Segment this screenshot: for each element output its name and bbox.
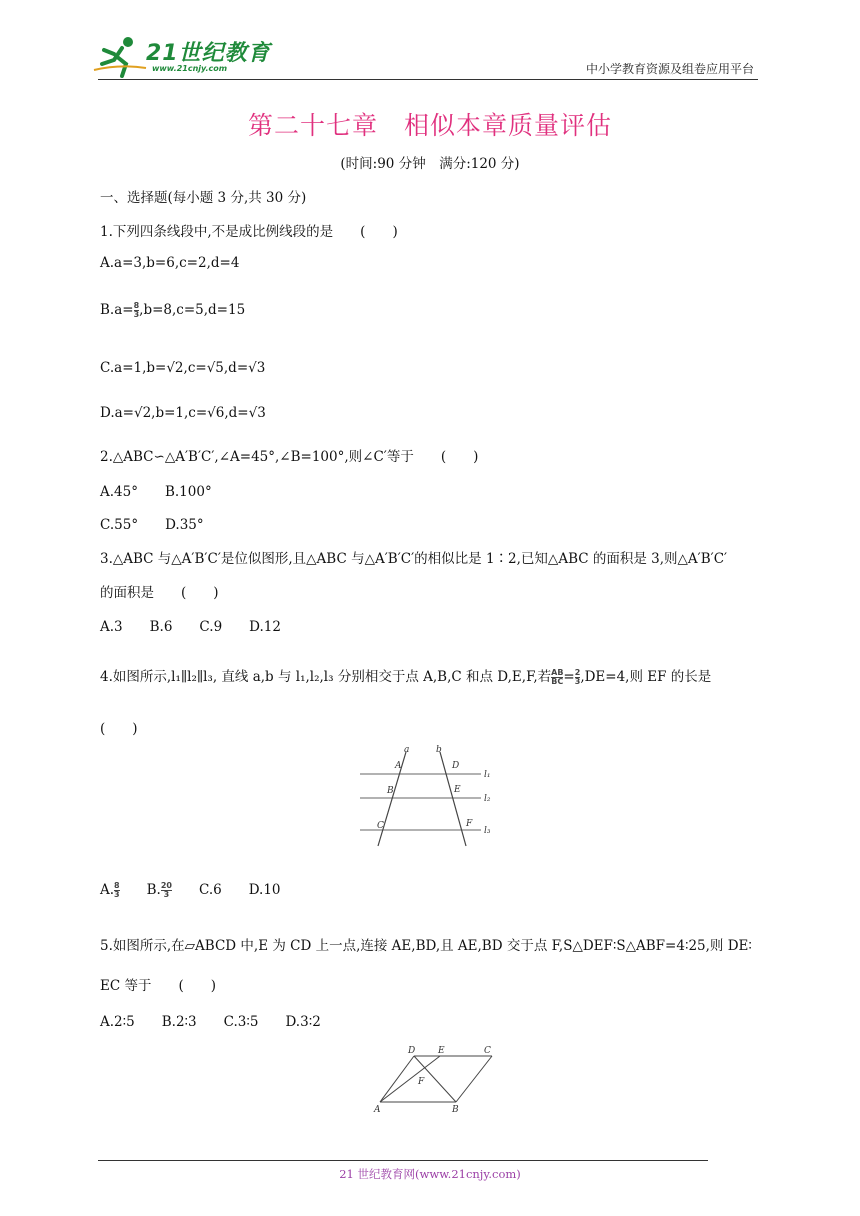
answer-paren: ( ) [181,585,219,601]
header-divider [98,79,758,80]
parallelogram-figure [368,1042,500,1116]
fraction-denominator: 3 [133,310,140,319]
q1-option-a: A.a=3,b=6,c=2,d=4 [100,255,240,271]
question-3-stem-line1: 3.△ABC 与△A′B′C′是位似图形,且△ABC 与△A′B′C′的相似比是 1∶2,已知△ABC 的面积是 3,则△A′B′C′ [100,551,728,567]
fig-label: C [377,821,384,831]
question-5-stem-line2 [100,974,216,994]
fraction-numerator: 2 [574,668,581,677]
logo-url: www.21cnjy.com [152,64,228,73]
fig-label: C [484,1046,491,1056]
q1-option-b [100,302,245,319]
fig-label: l₃ [484,826,491,836]
fig-label: B [387,786,394,796]
answer-paren: ( ) [178,978,217,994]
question-3-text: 的面积是 [100,585,154,601]
fig-label: a [404,745,410,755]
parallel-lines-figure [356,744,506,850]
question-4-stem [100,665,711,686]
question-4-text-end: ,DE=4,则 EF 的长是 [580,669,712,685]
question-5-stem-line1: 5.如图所示,在▱ABCD 中,E 为 CD 上一点,连接 AE,BD,且 AE,BD 交于点 F,S△DEF∶S△ABF=4∶25,则 DE∶ [100,938,752,954]
fig-label: D [452,761,460,771]
answer-paren: ( ) [100,721,138,737]
q4-options [100,878,281,899]
logo-text: 21世纪教育 [146,41,271,66]
page-title: 第二十七章 相似本章质量评估 [247,111,612,140]
fraction [114,882,120,899]
q1-b-rest: ,b=8,c=5,d=15 [139,302,246,318]
answer-paren: ( ) [360,224,398,240]
fig-label: F [418,1077,425,1087]
fig-label: E [454,785,461,795]
equals-sign: = [563,669,575,685]
fraction-denominator: 3 [574,677,581,686]
fraction-numerator: 8 [114,881,120,890]
question-1-stem [100,220,398,240]
footer-divider [98,1160,708,1161]
q1-b-prefix: B.a= [100,302,134,318]
q1-option-d: D.a=√2,b=1,c=√6,d=√3 [100,405,266,421]
fig-label: A [374,1105,381,1115]
page-subtitle: (时间:90 分钟 满分:120 分) [340,156,520,172]
fraction-numerator: AB [551,668,564,677]
fraction [551,669,563,686]
header-platform-text: 中小学教育资源及组卷应用平台 [585,62,754,76]
runner-logo-icon [92,34,152,78]
q5-options: A.2∶5 B.2∶3 C.3∶5 D.3∶2 [100,1014,321,1030]
question-1-text: 1.下列四条线段中,不是成比例线段的是 [100,224,334,240]
answer-paren: ( ) [440,449,479,465]
option-b-label: B. [146,882,161,898]
fraction-denominator: BC [551,677,564,686]
fraction [161,882,172,899]
question-5-text: EC 等于 [100,978,152,994]
fraction-denominator: 3 [114,890,120,899]
fraction-numerator: 8 [133,301,140,310]
section-heading: 一、选择题(每小题 3 分,共 30 分) [100,190,307,206]
q2-options-ab: A.45° B.100° [100,484,212,500]
fig-label: l₁ [484,770,491,780]
option-a-label: A. [100,882,115,898]
option-cd: C.6 D.10 [198,882,281,898]
question-3-stem-line2 [100,581,219,601]
footer-text: 21 世纪教育网(www.21cnjy.com) [339,1167,521,1181]
fig-label: b [436,745,442,755]
q2-options-cd: C.55° D.35° [100,517,204,533]
fig-label: D [408,1046,416,1056]
question-2-text: 2.△ABC∽△A′B′C′,∠A=45°,∠B=100°,则∠C′等于 [100,449,414,465]
fig-label: A [395,761,402,771]
fig-label: l₂ [484,794,491,804]
fig-label: F [466,819,473,829]
fig-label: E [438,1046,445,1056]
question-4-text: 4.如图所示,l₁∥l₂∥l₃, 直线 a,b 与 l₁,l₂,l₃ 分别相交于点 A,B,C 和点 D,E,F,若 [100,669,552,685]
fraction-numerator: 20 [160,881,172,890]
fraction-denominator: 3 [163,890,170,899]
question-2-stem [100,445,478,465]
q3-options: A.3 B.6 C.9 D.12 [100,619,281,635]
fig-label: B [452,1105,459,1115]
q1-option-c: C.a=1,b=√2,c=√5,d=√3 [100,360,266,376]
